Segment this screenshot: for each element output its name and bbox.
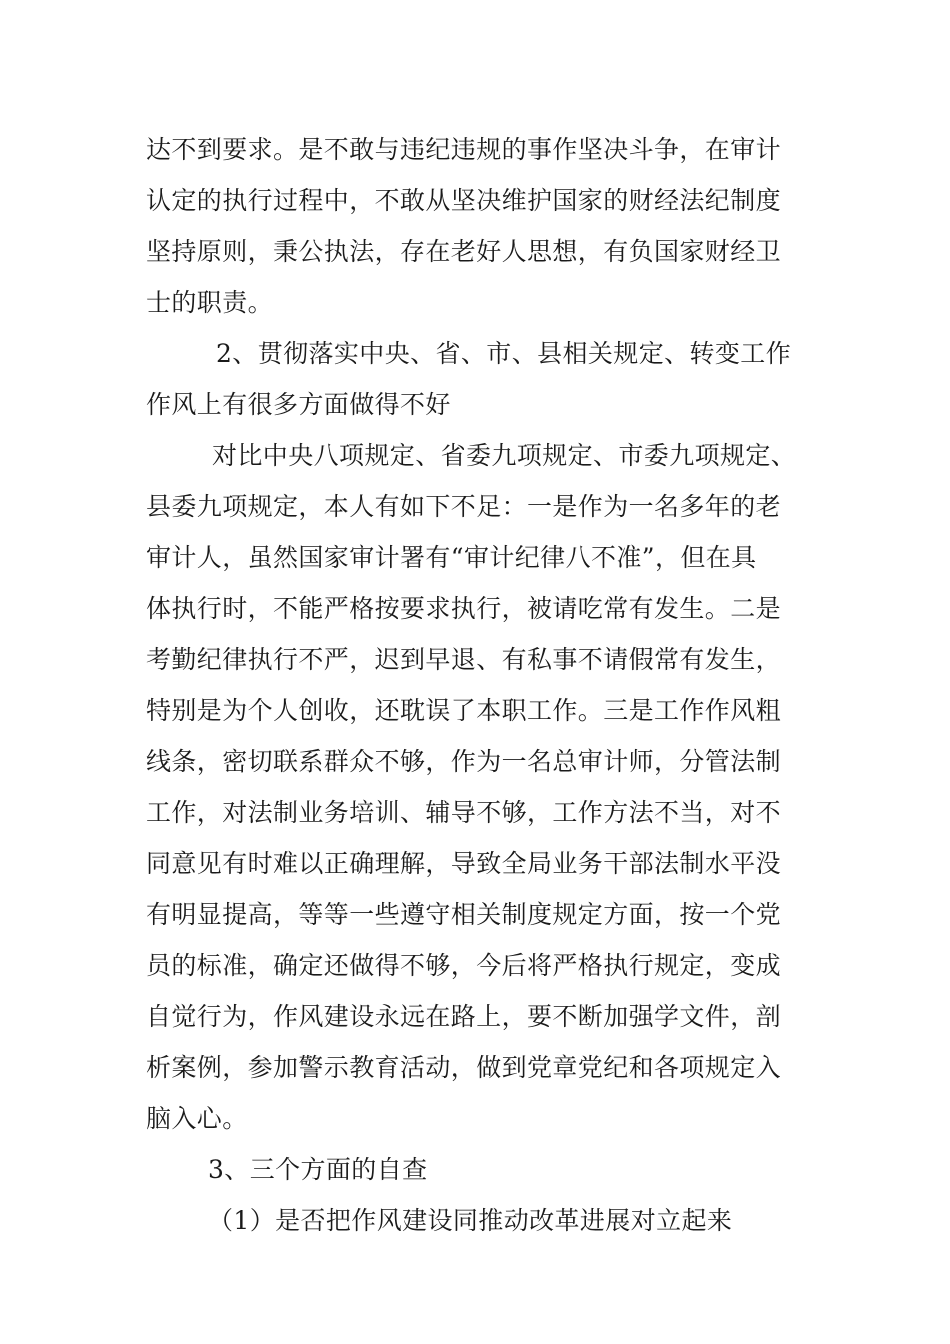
text-line: 析案例，参加警示教育活动，做到党章党纪和各项规定入 [146, 1053, 782, 1082]
text-line: 有明显提高，等等一些遵守相关制度规定方面，按一个党 [146, 900, 782, 929]
text-line: 员的标准，确定还做得不够，今后将严格执行规定，变成 [146, 951, 782, 980]
text-line: 线条，密切联系群众不够，作为一名总审计师，分管法制 [146, 747, 782, 776]
text-line: 自觉行为，作风建设永远在路上，要不断加强学文件，剖 [146, 1002, 782, 1031]
section-heading-2-cont: 作风上有很多方面做得不好 [146, 390, 451, 419]
text-line: 坚持原则，秉公执法，存在老好人思想，有负国家财经卫 [146, 237, 782, 266]
text-line: 同意见有时难以正确理解，导致全局业务干部法制水平没 [146, 849, 782, 878]
text-line: 考勤纪律执行不严，迟到早退、有私事不请假常有发生， [146, 645, 782, 674]
section-heading-2: 2、贯彻落实中央、省、市、县相关规定、转变工作 [216, 339, 792, 368]
text-line: 士的职责。 [146, 288, 274, 317]
text-line: 工作，对法制业务培训、辅导不够，工作方法不当，对不 [146, 798, 782, 827]
subsection-heading-1: （1）是否把作风建设同推动改革进展对立起来 [208, 1206, 733, 1235]
text-line: 达不到要求。是不敢与违纪违规的事作坚决斗争，在审计 [146, 135, 782, 164]
text-line: 县委九项规定，本人有如下不足：一是作为一名多年的老 [146, 492, 782, 521]
paragraph-first-line: 对比中央八项规定、省委九项规定、市委九项规定、 [212, 441, 797, 470]
section-heading-3: 3、三个方面的自查 [208, 1155, 428, 1184]
text-line: 审计人，虽然国家审计署有“审计纪律八不准”，但在具 [146, 543, 757, 572]
text-line: 体执行时，不能严格按要求执行，被请吃常有发生。二是 [146, 594, 782, 623]
text-line: 认定的执行过程中，不敢从坚决维护国家的财经法纪制度 [146, 186, 782, 215]
text-line: 特别是为个人创收，还耽误了本职工作。三是工作作风粗 [146, 696, 782, 725]
text-line: 脑入心。 [146, 1104, 248, 1133]
